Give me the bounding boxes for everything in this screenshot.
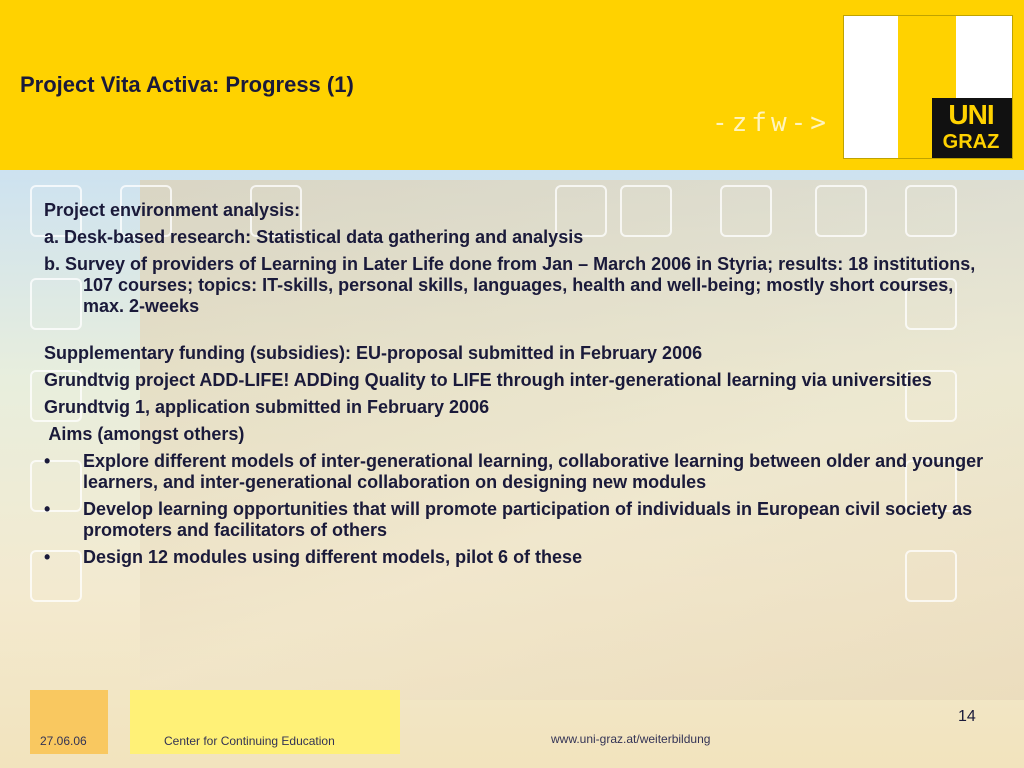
- logo-uni-text: UNI: [948, 99, 994, 130]
- bullet-item: [44, 451, 984, 493]
- bullet-text: Explore different models of inter-generational learning, collaborative learning between older and younger learners, and inter-generational collaboration on designing new modules: [83, 451, 984, 492]
- body-paragraph: Aims (amongst others): [44, 424, 245, 444]
- body-paragraph: Grundtvig 1, application submitted in February 2006: [44, 397, 490, 417]
- footer-center-name: Center for Continuing Education: [164, 734, 335, 748]
- paragraph-spacer: [44, 323, 984, 343]
- footer-date: 27.06.06: [40, 734, 87, 748]
- bullet-marker: •: [44, 499, 51, 519]
- zfw-logo-mark: -zfw->: [712, 108, 830, 138]
- body-paragraph: b. Survey of providers of Learning in Later Life done from Jan – March 2006 in Styria; results: 18 institutions, 107 courses; topics: IT-skills, personal skills, languages, health and well-being; mostly short courses, max. 2-weeks: [44, 254, 976, 316]
- bullet-marker: •: [44, 547, 51, 567]
- bullet-item: [44, 547, 984, 568]
- slide-body: [44, 200, 984, 574]
- slide-title: Project Vita Activa: Progress (1): [20, 72, 354, 97]
- uni-graz-logo: [843, 15, 1013, 159]
- bullet-marker: •: [44, 451, 51, 471]
- logo-graz-text: GRAZ: [942, 131, 1000, 153]
- header-band: [0, 0, 1024, 170]
- body-paragraph: Supplementary funding (subsidies): EU-proposal submitted in February 2006: [44, 343, 703, 363]
- bullet-item: [44, 499, 984, 541]
- body-paragraph: Project environment analysis:: [44, 200, 301, 220]
- footer-url: www.uni-graz.at/weiterbildung: [551, 732, 711, 746]
- page-number: 14: [958, 708, 976, 725]
- body-paragraph: Grundtvig project ADD-LIFE! ADDing Quality to LIFE through inter-generational learning via universities: [44, 370, 932, 390]
- body-paragraph: a. Desk-based research: Statistical data gathering and analysis: [44, 227, 584, 247]
- bullet-text: Design 12 modules using different models, pilot 6 of these: [83, 547, 583, 567]
- bullet-text: Develop learning opportunities that will promote participation of individuals in European civil society as promoters and facilitators of others: [83, 499, 973, 540]
